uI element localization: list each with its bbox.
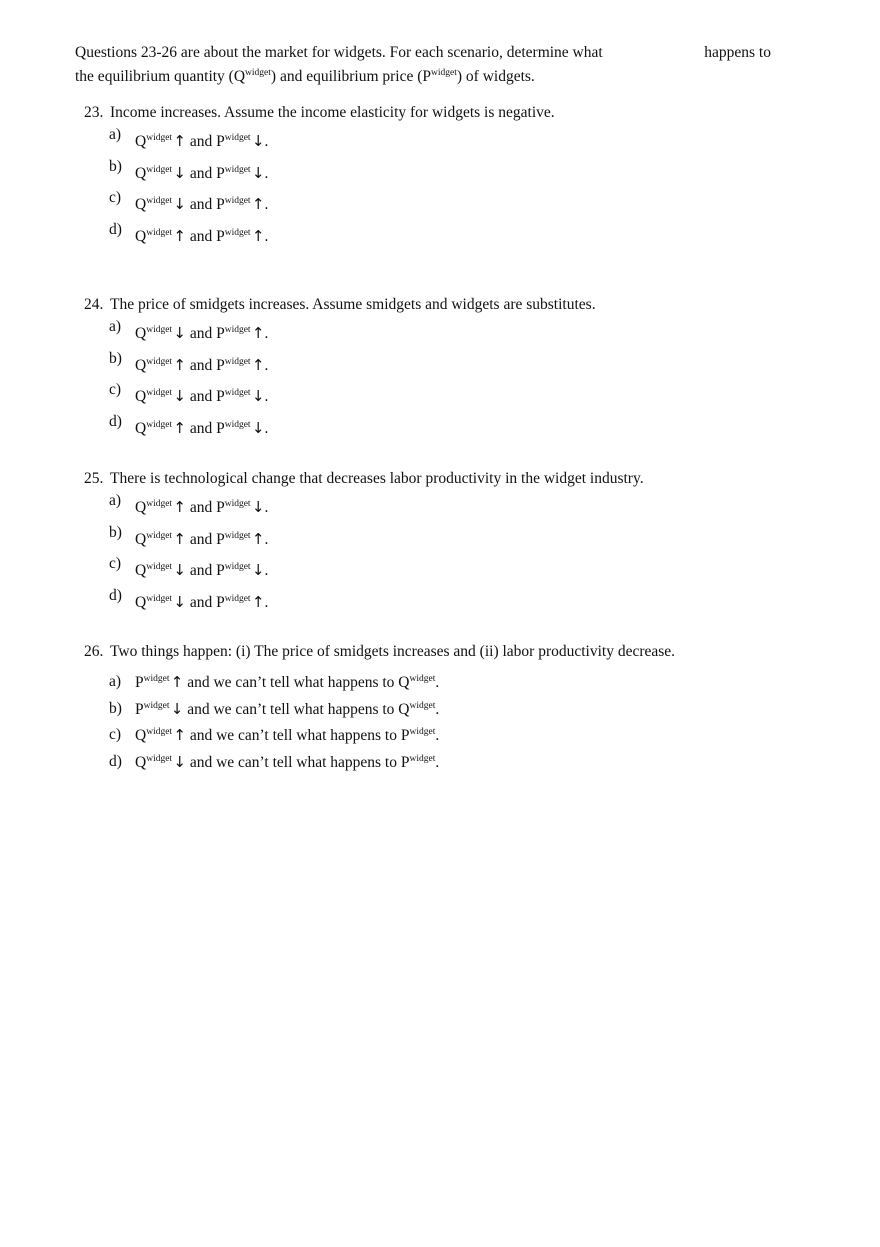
question-stem: [84, 296, 804, 318]
question-text: Income increases. Assume the income elasticity for widgets is negative.: [110, 104, 555, 121]
arrow-icon: ↓: [173, 195, 186, 213]
option-c[interactable]: [84, 189, 804, 221]
superscript: widget: [409, 674, 436, 684]
option-d[interactable]: [84, 413, 804, 445]
period: .: [264, 325, 269, 342]
variable: P: [216, 164, 225, 182]
question-text: There is technological change that decreases labor productivity in the widget industry.: [110, 470, 644, 487]
option-c[interactable]: [84, 722, 804, 749]
variable: Q: [135, 419, 147, 437]
intro-text-2c: ) of widgets.: [456, 68, 535, 85]
option-body: [135, 356, 268, 375]
period: .: [435, 753, 440, 771]
superscript: widget: [146, 562, 173, 572]
intro-line-1: [75, 41, 775, 65]
question-26: [84, 643, 804, 775]
connector: and: [185, 530, 217, 548]
option-label: c): [109, 555, 122, 572]
arrow-icon: ↓: [251, 132, 265, 150]
option-label: b): [109, 349, 122, 367]
variable: P: [400, 753, 410, 771]
connector: and: [185, 356, 217, 374]
superscript: widget: [146, 753, 173, 764]
option-body: [135, 561, 268, 580]
variable: P: [216, 325, 225, 342]
option-c[interactable]: [84, 381, 804, 413]
variable: Q: [135, 499, 147, 516]
connector: and: [185, 164, 217, 182]
arrow-icon: ↑: [251, 355, 265, 374]
option-body: [135, 530, 268, 549]
variable: Q: [135, 227, 147, 245]
option-label: c): [109, 726, 122, 743]
superscript: widget: [146, 499, 173, 509]
option-label: b): [109, 699, 122, 717]
option-body: [135, 498, 268, 517]
variable: Q: [135, 133, 147, 150]
period: .: [264, 388, 269, 405]
period: .: [435, 674, 440, 691]
superscript: widget: [224, 196, 251, 206]
option-body: [135, 673, 439, 692]
arrow-icon: ↑: [173, 529, 186, 548]
period: .: [264, 593, 269, 611]
period: .: [435, 727, 440, 744]
question-stem: [84, 643, 804, 669]
period: .: [264, 196, 269, 213]
connector: and we can’t tell what happens to: [185, 753, 401, 771]
arrow-icon: ↓: [251, 418, 265, 437]
arrow-icon: ↓: [251, 387, 265, 405]
variable: P: [400, 727, 410, 744]
intro-text-2b: ) and equilibrium price (P: [270, 68, 432, 85]
option-a[interactable]: [84, 492, 804, 524]
option-label: c): [109, 381, 122, 398]
connector: and: [185, 593, 217, 611]
variable: Q: [135, 356, 147, 374]
option-b[interactable]: [84, 696, 804, 723]
intro-paragraph: [75, 41, 775, 89]
superscript: widget: [409, 700, 436, 711]
arrow-icon: ↑: [251, 195, 265, 213]
option-body: [135, 164, 268, 183]
connector: and we can’t tell what happens to: [183, 674, 399, 691]
superscript: widget: [146, 133, 173, 143]
variable: P: [216, 499, 225, 516]
variable: Q: [398, 674, 410, 691]
option-label: b): [109, 157, 122, 175]
option-b[interactable]: [84, 524, 804, 556]
arrow-icon: ↑: [170, 673, 184, 691]
superscript: widget: [224, 227, 251, 238]
connector: and: [185, 196, 217, 213]
superscript: widget: [146, 227, 173, 238]
arrow-icon: ↑: [173, 132, 186, 150]
arrow-icon: ↓: [173, 592, 186, 611]
arrow-icon: ↑: [173, 226, 186, 245]
period: .: [264, 562, 269, 579]
question-number: 24.: [84, 296, 104, 313]
option-label: d): [109, 220, 122, 238]
variable: P: [216, 593, 225, 611]
period: .: [264, 227, 269, 245]
option-b[interactable]: [84, 158, 804, 190]
superscript: widget: [146, 530, 173, 541]
intro-sup-1: widget: [245, 68, 271, 78]
option-body: [135, 195, 268, 214]
option-body: [135, 227, 268, 246]
question-stem: [84, 104, 804, 126]
superscript: widget: [146, 356, 173, 367]
option-a[interactable]: [84, 126, 804, 158]
option-body: [135, 132, 268, 151]
variable: P: [216, 530, 225, 548]
connector: and: [185, 227, 217, 245]
variable: Q: [135, 196, 147, 213]
variable: Q: [135, 727, 147, 744]
intro-line-2: [75, 65, 775, 89]
arrow-icon: ↑: [251, 324, 265, 342]
question-text: The price of smidgets increases. Assume smidgets and widgets are substitutes.: [110, 296, 596, 313]
option-body: [135, 700, 439, 719]
connector: and: [185, 388, 217, 405]
option-a[interactable]: [84, 669, 804, 696]
period: .: [264, 133, 269, 150]
option-body: [135, 753, 439, 772]
superscript: widget: [224, 499, 251, 509]
question-number: 23.: [84, 104, 104, 121]
connector: and: [185, 325, 217, 342]
arrow-icon: ↑: [173, 726, 186, 744]
period: .: [264, 164, 269, 182]
option-label: a): [109, 492, 122, 509]
arrow-icon: ↓: [251, 498, 265, 516]
arrow-icon: ↓: [170, 699, 184, 718]
superscript: widget: [224, 356, 251, 367]
connector: and: [185, 499, 217, 516]
variable: P: [135, 674, 144, 691]
option-body: [135, 419, 268, 438]
superscript: widget: [224, 593, 251, 604]
connector: and: [185, 133, 217, 150]
superscript: widget: [146, 593, 173, 604]
option-d[interactable]: [84, 221, 804, 253]
arrow-icon: ↑: [173, 418, 186, 437]
question-24: [84, 296, 804, 444]
period: .: [264, 499, 269, 516]
connector: and we can’t tell what happens to: [185, 727, 401, 744]
option-body: [135, 593, 268, 612]
question-number: 26.: [84, 643, 104, 660]
question-23: [84, 104, 804, 252]
arrow-icon: ↓: [251, 163, 265, 182]
intro-sup-2: widget: [431, 68, 457, 78]
variable: Q: [135, 530, 147, 548]
variable: P: [216, 227, 225, 245]
option-label: b): [109, 523, 122, 541]
superscript: widget: [224, 419, 251, 430]
variable: P: [216, 356, 225, 374]
superscript: widget: [146, 164, 173, 175]
option-d[interactable]: [84, 587, 804, 619]
variable: P: [216, 388, 225, 405]
arrow-icon: ↓: [173, 324, 186, 342]
option-label: a): [109, 318, 122, 335]
arrow-icon: ↓: [173, 163, 186, 182]
superscript: widget: [224, 388, 251, 398]
arrow-icon: ↓: [173, 387, 186, 405]
question-25: [84, 470, 804, 618]
variable: P: [216, 133, 225, 150]
variable: P: [216, 196, 225, 213]
intro-text-1: Questions 23-26 are about the market for widgets. For each scenario, determine what: [75, 44, 603, 61]
variable: Q: [398, 700, 410, 718]
option-label: a): [109, 673, 122, 690]
superscript: widget: [224, 164, 251, 175]
option-label: d): [109, 752, 122, 770]
option-body: [135, 387, 268, 406]
superscript: widget: [146, 388, 173, 398]
superscript: widget: [146, 325, 173, 335]
period: .: [435, 700, 440, 718]
period: .: [264, 356, 269, 374]
arrow-icon: ↓: [173, 561, 186, 579]
variable: Q: [135, 593, 147, 611]
arrow-icon: ↑: [173, 355, 186, 374]
intro-text-2a: the equilibrium quantity (Q: [75, 68, 246, 85]
option-label: a): [109, 126, 122, 143]
superscript: widget: [143, 674, 170, 684]
arrow-icon: ↓: [173, 752, 186, 771]
option-a[interactable]: [84, 318, 804, 350]
superscript: widget: [409, 727, 436, 737]
variable: Q: [135, 325, 147, 342]
connector: and: [185, 562, 217, 579]
superscript: widget: [146, 196, 173, 206]
variable: P: [216, 419, 225, 437]
connector: and we can’t tell what happens to: [183, 700, 399, 718]
superscript: widget: [224, 325, 251, 335]
arrow-icon: ↑: [251, 529, 265, 548]
question-number: 25.: [84, 470, 104, 487]
period: .: [264, 530, 269, 548]
superscript: widget: [224, 562, 251, 572]
option-b[interactable]: [84, 350, 804, 382]
superscript: widget: [146, 727, 173, 737]
variable: Q: [135, 562, 147, 579]
superscript: widget: [224, 530, 251, 541]
option-label: d): [109, 586, 122, 604]
option-label: d): [109, 412, 122, 430]
option-c[interactable]: [84, 555, 804, 587]
option-label: c): [109, 189, 122, 206]
connector: and: [185, 419, 217, 437]
superscript: widget: [409, 753, 436, 764]
arrow-icon: ↓: [251, 561, 265, 579]
question-stem: [84, 470, 804, 492]
superscript: widget: [146, 419, 173, 430]
option-body: [135, 726, 439, 745]
period: .: [264, 419, 269, 437]
variable: P: [216, 562, 225, 579]
variable: Q: [135, 753, 147, 771]
arrow-icon: ↑: [173, 498, 186, 516]
option-body: [135, 324, 268, 343]
variable: P: [135, 700, 144, 718]
question-text: Two things happen: (i) The price of smidgets increases and (ii) labor productivity decrease.: [110, 643, 676, 660]
superscript: widget: [224, 133, 251, 143]
variable: Q: [135, 164, 147, 182]
arrow-icon: ↑: [251, 226, 265, 245]
variable: Q: [135, 388, 147, 405]
intro-text-right: happens to: [704, 44, 771, 61]
arrow-icon: ↑: [251, 592, 265, 611]
superscript: widget: [143, 700, 170, 711]
option-d[interactable]: [84, 749, 804, 776]
